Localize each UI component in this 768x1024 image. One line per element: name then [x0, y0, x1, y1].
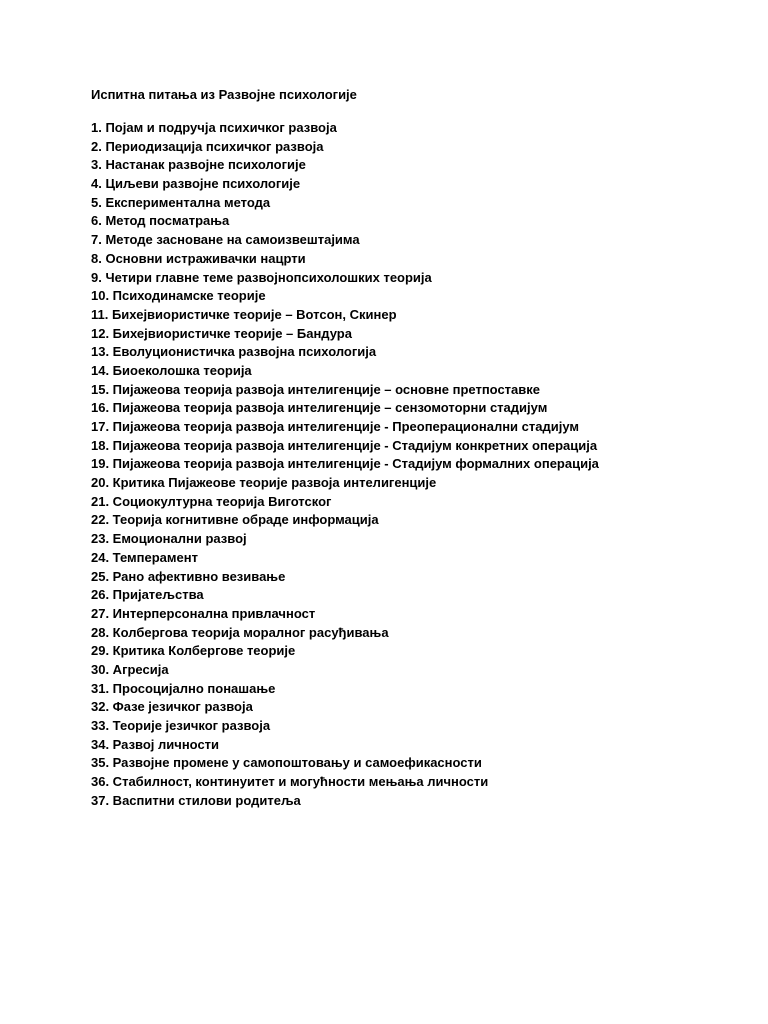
question-item: 2. Периодизација психичког развоја: [91, 138, 324, 154]
question-item: 27. Интерперсонална привлачност: [91, 605, 316, 621]
question-item: 33. Теорије језичког развоја: [91, 718, 271, 733]
question-list: [91, 119, 599, 810]
question-item: 32. Фазе језичког развоја: [91, 699, 253, 715]
question-item: 19. Пијажеова теорија развоја интелигенције - Стадијум формалних операција: [91, 456, 599, 472]
question-item: 36. Стабилност, континуитет и могућности мењања личности: [91, 774, 489, 790]
question-item: 10. Психодинамске теорије: [91, 288, 266, 304]
question-item: 3. Настанак развојне психологије: [91, 157, 306, 173]
question-item: 21. Социокултурна теорија Виготског: [91, 493, 332, 509]
question-item: 31. Просоцијално понашање: [91, 680, 276, 696]
question-item: 28. Колбергова теорија моралног расуђивања: [91, 624, 389, 640]
question-item: 22. Теорија когнитивне обраде информација: [91, 512, 379, 528]
question-item: 34. Развој личности: [91, 736, 220, 752]
question-item: 16. Пијажеова теорија развоја интелигенције – сензомоторни стадијум: [91, 400, 548, 416]
document-title: Испитна питања из Развојне психологије: [91, 87, 357, 102]
question-item: 6. Метод посматрања: [91, 213, 230, 229]
question-item: 37. Васпитни стилови родитеља: [91, 792, 301, 808]
question-item: 30. Агресија: [91, 661, 169, 677]
question-item: 13. Еволуционистичка развојна психологија: [91, 344, 377, 360]
question-item: 11. Бихејвиористичке теорије – Вотсон, Скинер: [91, 306, 397, 322]
question-item: 20. Критика Пијажеове теорије развоја интелигенције: [91, 475, 437, 491]
question-item: 24. Темперамент: [91, 549, 198, 565]
question-item: 15. Пијажеова теорија развоја интелигенције – основне претпоставке: [91, 381, 541, 397]
question-item: 23. Емоционални развој: [91, 531, 247, 547]
question-item: 18. Пијажеова теорија развоја интелигенције - Стадијум конкретних операција: [91, 437, 598, 453]
question-item: 12. Бихејвиористичке теорије – Бандура: [91, 325, 352, 341]
question-item: 7. Методе засноване на самоизвештајима: [91, 232, 360, 248]
question-item: 26. Пријатељства: [91, 587, 204, 603]
question-item: 8. Основни истраживачки нацрти: [91, 250, 306, 266]
question-item: 14. Биоеколошка теорија: [91, 362, 252, 378]
question-item: 17. Пијажеова теорија развоја интелигенције - Преоперационални стадијум: [91, 419, 580, 434]
question-item: 25. Рано афективно везивање: [91, 568, 286, 584]
question-item: 1. Појам и подручја психичког развоја: [91, 120, 337, 135]
question-item: 9. Четири главне теме развојнопсихолошких теорија: [91, 269, 432, 285]
question-item: 5. Експериментална метода: [91, 194, 271, 210]
question-item: 29. Критика Колбергове теорије: [91, 643, 296, 659]
question-item: 35. Развојне промене у самопоштовању и самоефикасности: [91, 755, 482, 771]
question-item: 4. Циљеви развојне психологије: [91, 176, 301, 192]
